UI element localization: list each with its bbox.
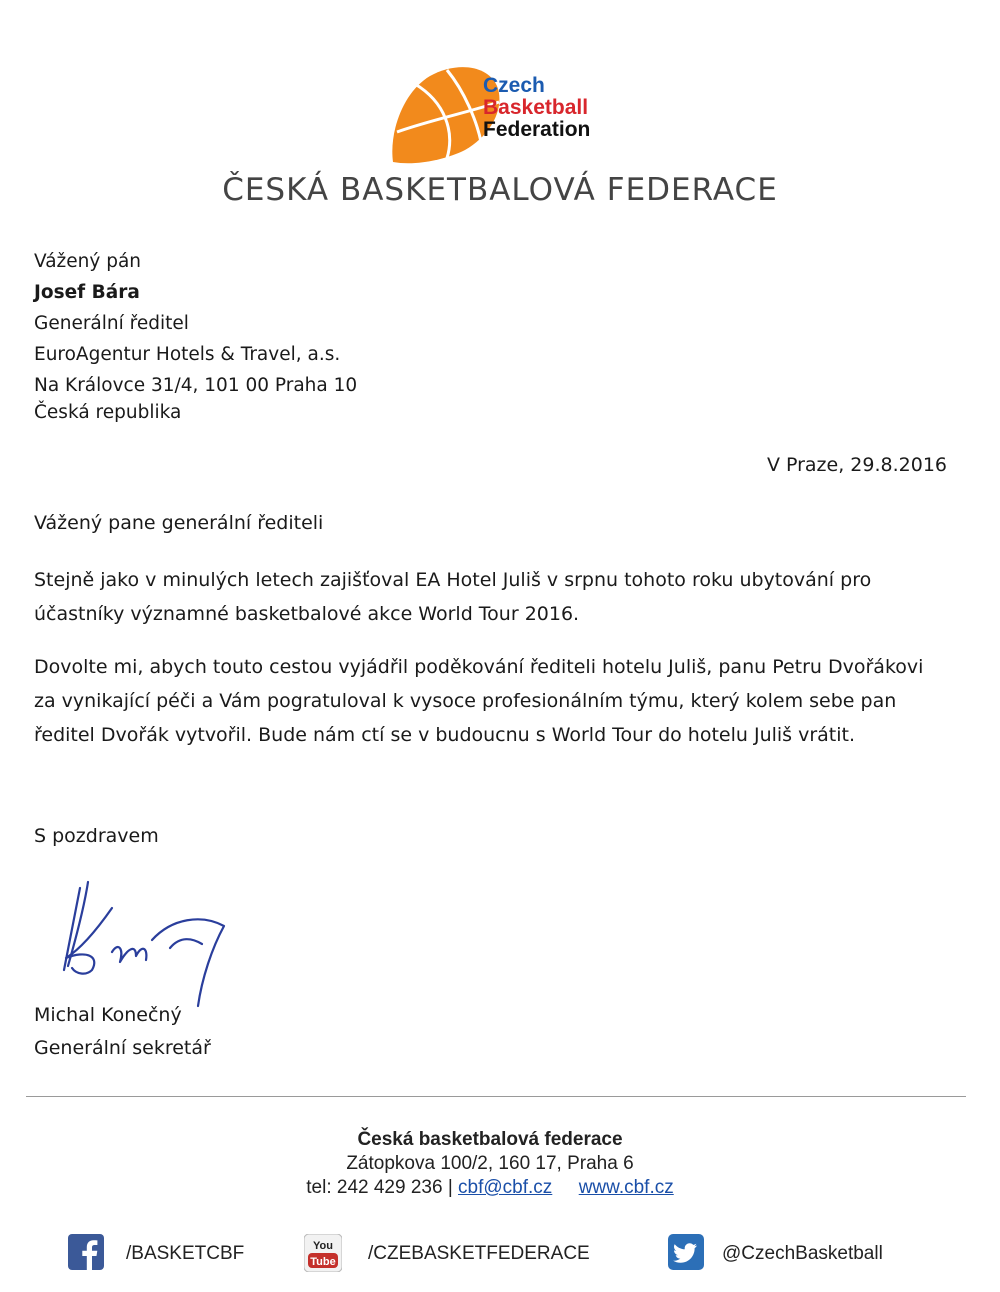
youtube-icon-text-2: Tube (310, 1256, 336, 1268)
twitter-icon[interactable] (668, 1234, 704, 1274)
recipient-country: Česká republika (34, 402, 182, 423)
facebook-handle[interactable]: /BASKETCBF (126, 1243, 245, 1264)
footer-divider (26, 1096, 966, 1097)
footer-tel: tel: 242 429 236 | (306, 1177, 453, 1198)
footer-email-link[interactable]: cbf@cbf.cz (458, 1177, 553, 1198)
closing: S pozdravem (34, 825, 159, 847)
logo-line-1: Czech (483, 74, 545, 97)
footer-web-link[interactable]: www.cbf.cz (578, 1177, 674, 1198)
signer-name: Michal Konečný (34, 1004, 182, 1026)
recipient-name: Josef Bára (34, 282, 140, 303)
footer-address: Zátopkova 100/2, 160 17, Praha 6 (346, 1153, 634, 1174)
recipient-company: EuroAgentur Hotels & Travel, a.s. (34, 344, 341, 365)
logo-line-2: Basketball (483, 96, 589, 119)
recipient-position: Generální ředitel (34, 313, 189, 334)
footer-contact (0, 1177, 980, 1199)
facebook-icon[interactable] (68, 1234, 104, 1274)
twitter-handle[interactable]: @CzechBasketball (722, 1243, 883, 1264)
footer-org: Česká basketbalová federace (357, 1129, 623, 1150)
signer-title: Generální sekretář (34, 1037, 211, 1059)
organization-title: ČESKÁ BASKETBALOVÁ FEDERACE (222, 172, 778, 208)
logo-line-3: Federation (483, 118, 591, 141)
handwritten-signature (52, 878, 232, 1008)
youtube-icon-text-1: You (313, 1240, 333, 1252)
letter-greeting: Vážený pane generální řediteli (34, 512, 324, 534)
cbf-logo (385, 62, 615, 172)
youtube-icon[interactable] (304, 1234, 342, 1276)
recipient-salutation: Vážený pán (34, 251, 142, 272)
youtube-handle[interactable]: /CZEBASKETFEDERACE (368, 1243, 590, 1264)
letter-date: V Praze, 29.8.2016 (766, 454, 947, 476)
recipient-street: Na Královce 31/4, 101 00 Praha 10 (34, 375, 358, 396)
paragraph-1: Stejně jako v minulých letech zajišťoval EA Hotel Juliš v srpnu tohoto roku ubytování pro účastníky významné basketbalové akce World Tour 2016. (34, 569, 872, 625)
paragraph-2: Dovolte mi, abych touto cestou vyjádřil poděkování řediteli hotelu Juliš, panu Petru Dvořákovi za vynikající péči a Vám pogratuloval k vysoce profesionálním týmu, který kolem sebe pan ředitel Dvořák vytvořil. Bude nám ctí se v budoucnu s World Tour do hotelu Juliš vrátit. (34, 656, 924, 746)
